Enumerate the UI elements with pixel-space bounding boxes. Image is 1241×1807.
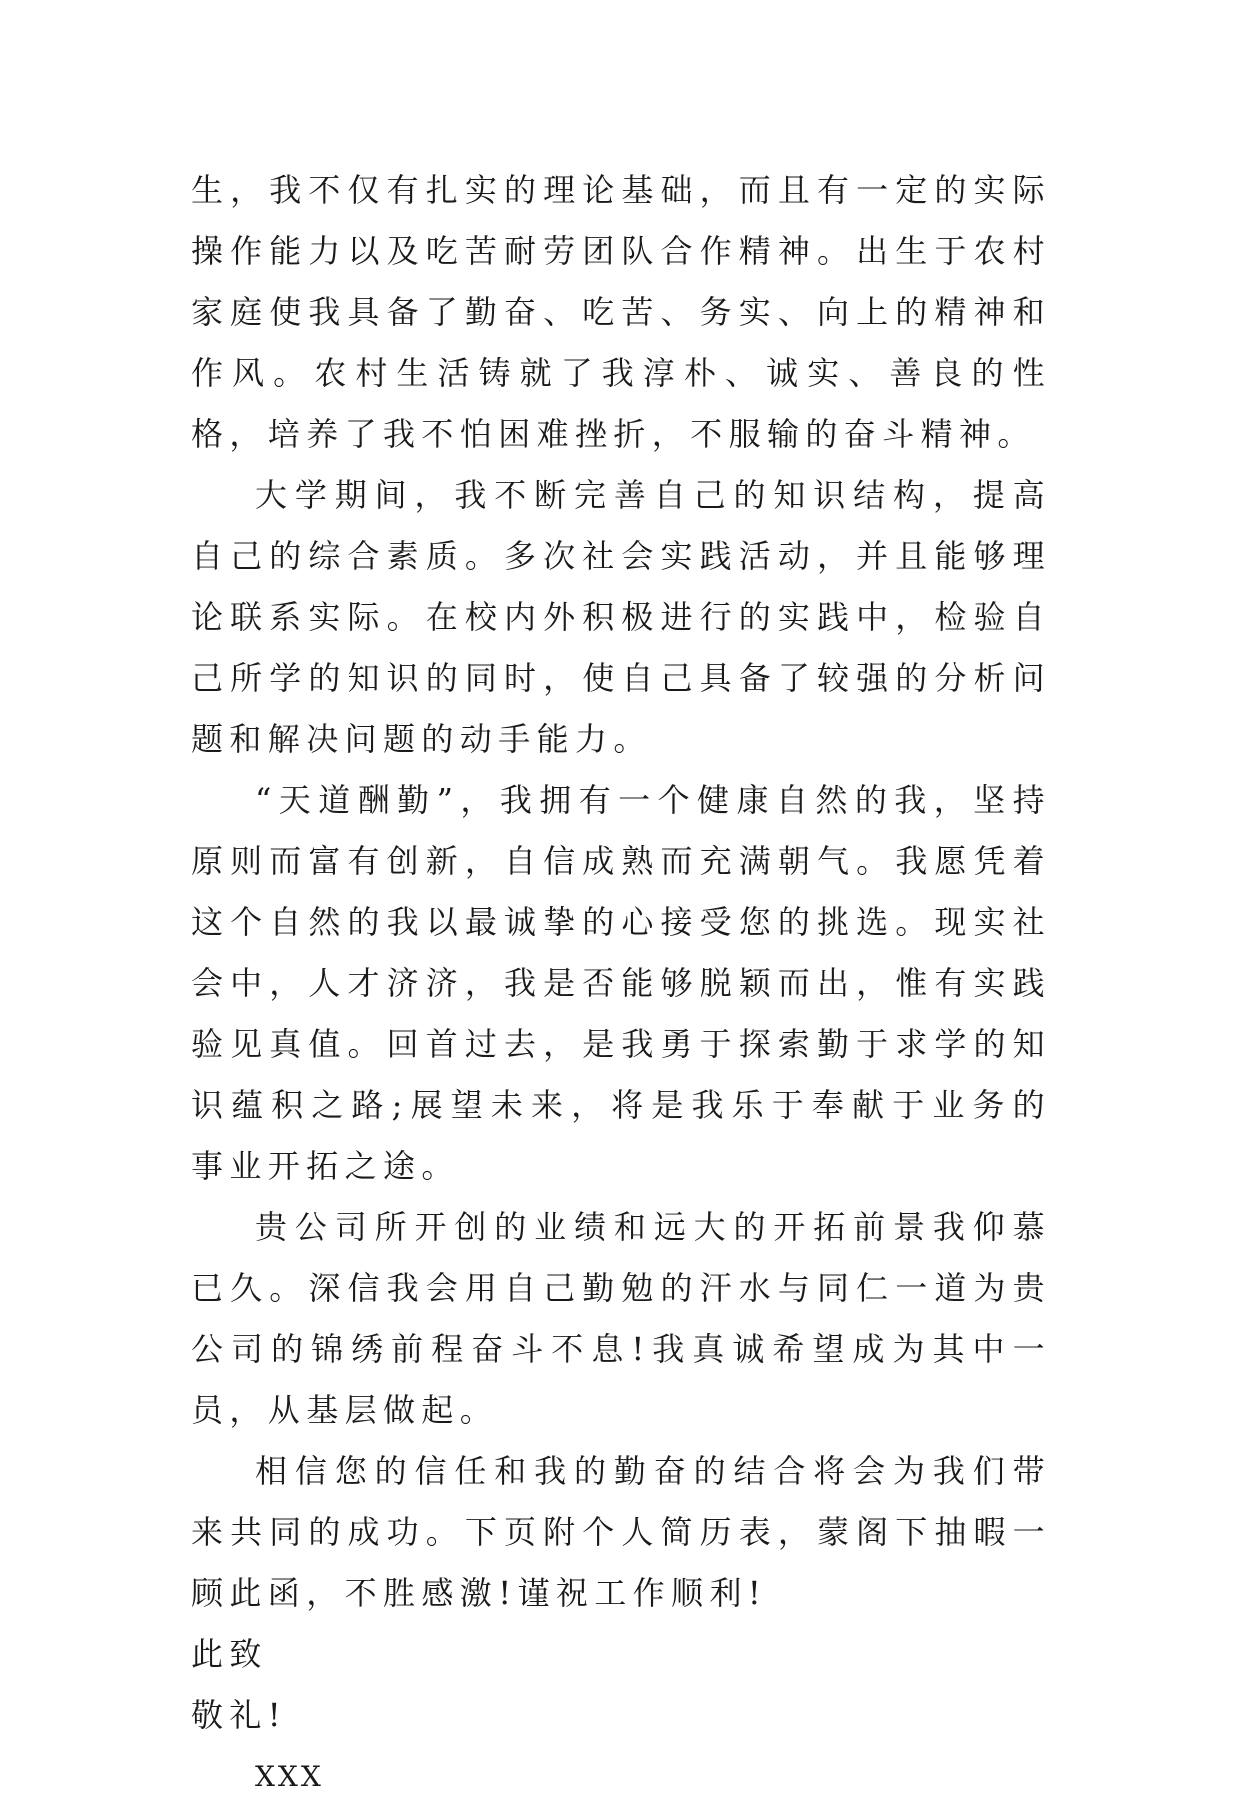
paragraph-company: 贵公司所开创的业绩和远大的开拓前景我仰慕已久。深信我会用自己勤勉的汗水与同仁一道为贵公司的锦绣前程奋斗不息!我真诚希望成为其中一员，从基层做起。 — [191, 1208, 1051, 1429]
paragraph-closing-wish: 相信您的信任和我的勤奋的结合将会为我们带来共同的成功。下页附个人简历表，蒙阁下抽暇一顾此函，不胜感激!谨祝工作顺利! — [191, 1452, 1051, 1612]
letter-body — [191, 160, 1051, 1807]
closing-salutation: 此致 — [191, 1635, 268, 1673]
paragraph-diligence: “天道酬勤”，我拥有一个健康自然的我，坚持原则而富有创新，自信成熟而充满朝气。我愿凭着这个自然的我以最诚挚的心接受您的挑选。现实社会中，人才济济，我是否能够脱颖而出，惟有实践验见真值。回首过去，是我勇于探索勤于求学的知识蕴积之路;展望未来，将是我乐于奉献于业务的事业开拓之途。 — [191, 781, 1051, 1185]
signature: XXX — [255, 1760, 324, 1793]
closing-respect: 敬礼! — [191, 1696, 288, 1734]
paragraph-university: 大学期间，我不断完善自己的知识结构，提高自己的综合素质。多次社会实践活动，并且能够理论联系实际。在校内外积极进行的实践中，检验自己所学的知识的同时，使自己具备了较强的分析问题和解决问题的动手能力。 — [191, 476, 1051, 758]
paragraph-continued: 生，我不仅有扎实的理论基础，而且有一定的实际操作能力以及吃苦耐劳团队合作精神。出生于农村家庭使我具备了勤奋、吃苦、务实、向上的精神和作风。农村生活铸就了我淳朴、诚实、善良的性格，培养了我不怕困难挫折，不服输的奋斗精神。 — [191, 171, 1051, 453]
